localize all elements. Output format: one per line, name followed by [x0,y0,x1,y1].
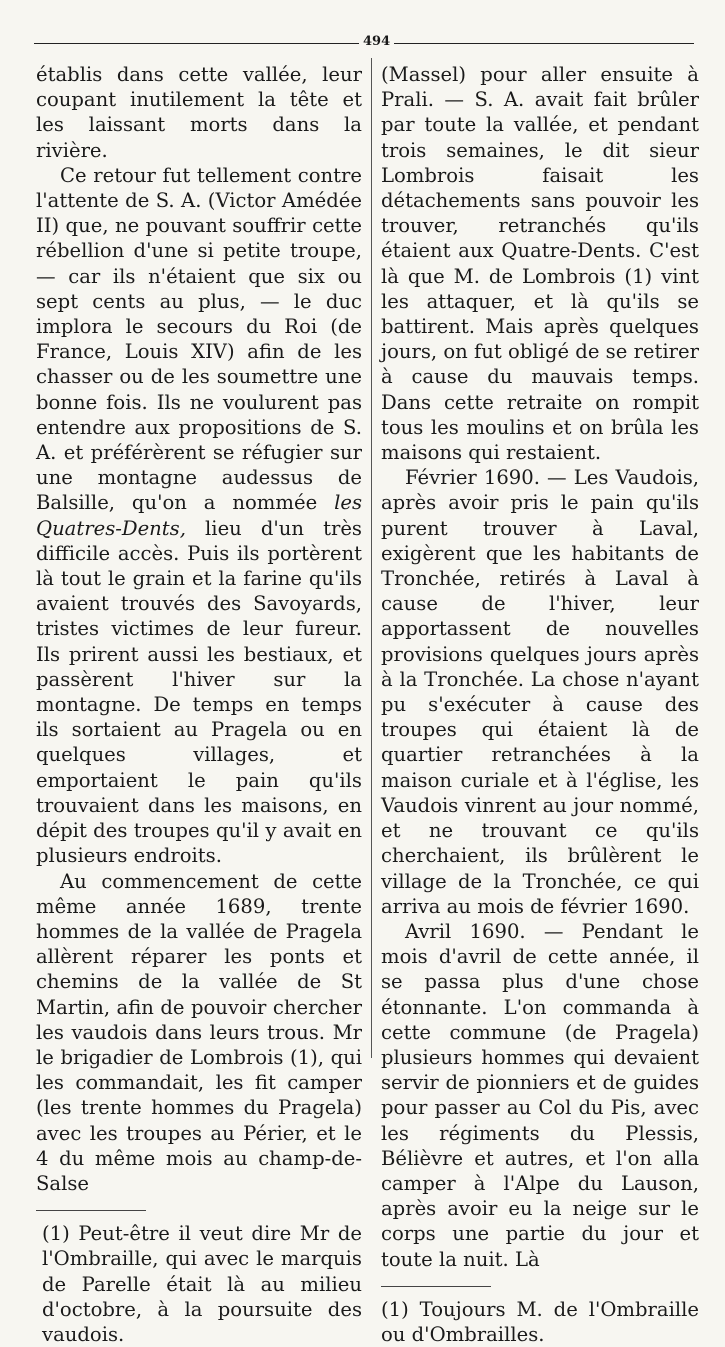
footnote-right: (1) Toujours M. de l'Ombraille ou d'Ombrailles. [381,1297,699,1346]
footnote-left: (1) Peut-être il veut dire Mr de l'Ombraille, qui avec le marquis de Parelle était là au milieu d'octobre, à la poursuite des vaudois. [42,1222,362,1346]
page-header [34,34,694,50]
right-paragraph-3: Avril 1690. — Pendant le mois d'avril de cette année, il se passa plus d'une chose étonnante. L'on commanda à cette commune (de Pragela) plusieurs hommes qui devaient servir de pionniers et de guides pour passer au Col du Pis, avec les régiments du Plessis, Bélièvre et autres, et l'on alla camper à l'Alpe du Lauson, après avoir eu la neige sur le corps une partie du jour et toute la nuit. Là [381,919,699,1271]
left-paragraph-2-end: lieu d'un très difficile accès. Puis ils portèrent là tout le grain et la farine qu'ils avaient trouvés des Savoyards, tristes victimes de leur fureur. Ils prirent aussi les bestiaux, et passèrent l'hiver sur la montagne. De temps en temps ils sortaient au Pragela ou en quelques villages, et emportaient le pain qu'ils trouvaient dans les maisons, en dépit des troupes qu'il y avait en plusieurs endroits. [36,516,362,868]
left-paragraph-1: établis dans cette vallée, leur coupant inutilement la tête et les laissant morts dans la rivière. [36,63,362,162]
footnote-rule-left [36,1210,146,1211]
left-column [36,62,362,1347]
italic-place-name: les Quatres-Dents, [36,491,363,540]
left-paragraph-2 [36,163,362,869]
column-divider [371,58,372,1058]
right-column [381,62,699,1347]
right-paragraph-1: (Massel) pour aller ensuite à Prali. — S. A. avait fait brûler par toute la vallée, et pendant trois semaines, le dit sieur Lombrois faisait les détachements sans pouvoir les trouver, retranchés qu'ils étaient aux Quatre-Dents. C'est là que M. de Lombrois (1) vint les attaquer, et là qu'ils se battirent. Mais après quelques jours, on fut obligé de se retirer à cause du mauvais temps. Dans cette retraite on rompit tous les moulins et on brûla les maisons qui restaient. [381,63,699,465]
page-number: 494 [359,34,394,50]
left-paragraph-3: Au commencement de cette même année 1689, trente hommes de la vallée de Pragela allèrent réparer les ponts et chemins de la vallée de St Martin, afin de pouvoir chercher les vaudois dans leurs trous. Mr le brigadier de Lombrois (1), qui les commandait, les fit camper (les trente hommes du Pragela) avec les troupes au Périer, et le 4 du même mois au champ-de-Salse [36,869,362,1195]
footnote-rule-right [381,1286,491,1287]
left-paragraph-2-text: Ce retour fut tellement contre l'attente de S. A. (Victor Amédée II) que, ne pouvant souffrir cette rébellion d'une si petite troupe, — car ils n'étaient que six ou sept cents au plus, — le duc implora le secours du Roi (de France, Louis XIV) afin de les chasser ou de les soumettre une bonne fois. Ils ne voulurent pas entendre aux propositions de S. A. et préférèrent se réfugier sur une montagne audessus de Balsille, qu'on a nommée [36,163,362,515]
right-paragraph-2: Février 1690. — Les Vaudois, après avoir pris le pain qu'ils purent trouver à Laval, exigèrent que les habitants de Tronchée, retirés à Laval à cause de l'hiver, leur apportassent de nouvelles provisions quelques jours après à la Tronchée. La chose n'ayant pu s'exécuter à cause des troupes qui étaient là de quartier retranchées à la maison curiale et à l'église, les Vaudois vinrent au jour nommé, et ne trouvant ce qu'ils cherchaient, ils brûlèrent le village de la Tronchée, ce qui arriva au mois de février 1690. [381,466,699,918]
